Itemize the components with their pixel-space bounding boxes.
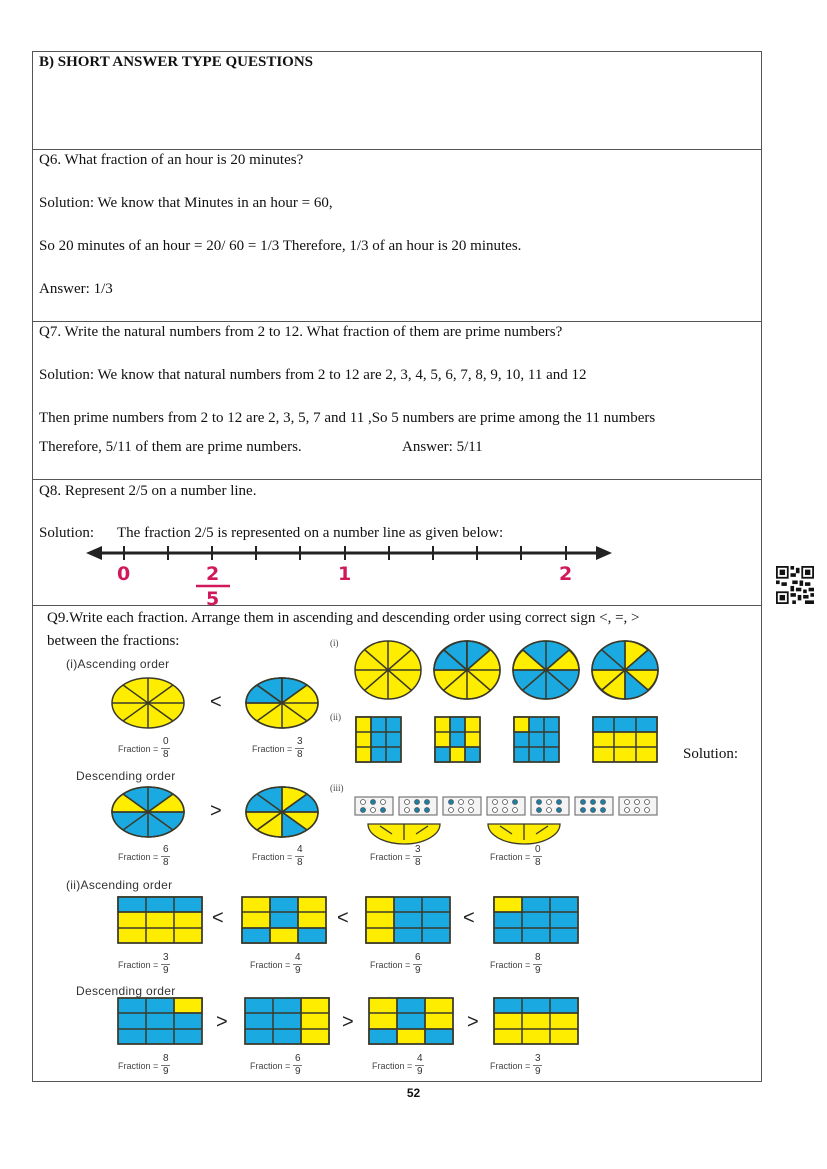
fraction-caption: Fraction = $\frac{3}{8}$	[370, 844, 421, 868]
part-i-label: (i)	[330, 638, 339, 648]
greater-than-sign: >	[342, 1011, 354, 1033]
descending-grid-6-9	[245, 998, 329, 1044]
ascending-circle-0-8	[112, 678, 184, 728]
fraction-caption: Fraction = $\frac{6}{9}$	[370, 952, 421, 976]
question-circle-4	[592, 641, 658, 699]
q9-question-line2: between the fractions:	[47, 633, 180, 649]
q6-question: Q6. What fraction of an hour is 20 minutes?	[39, 152, 304, 168]
ascending-circle-3-8	[246, 678, 318, 728]
descending-grid-3-9	[494, 998, 578, 1044]
question-circle-2	[434, 641, 500, 699]
fraction-caption: Fraction = $\frac{4}{9}$	[372, 1053, 423, 1077]
q7-solution-line1: Solution: We know that natural numbers from 2 to 12 are 2, 3, 4, 5, 6, 7, 8, 9, 10, 11 and 12	[39, 367, 587, 383]
number-line-label-0: 0	[117, 563, 131, 585]
number-line-label-2: 2	[559, 563, 573, 585]
question-grid-2	[435, 717, 480, 762]
ascending-grid-8-9	[494, 897, 578, 943]
descending-circle-4-8	[246, 787, 318, 837]
q6-answer: Answer: 1/3	[39, 281, 113, 297]
question-circle-1	[355, 641, 421, 699]
fraction-caption: Fraction = $\frac{3}{8}$	[252, 736, 303, 760]
number-line-label-2-5-numerator: 2	[206, 563, 220, 585]
fraction-caption: Fraction = $\frac{4}{8}$	[252, 844, 303, 868]
greater-than-sign: >	[210, 800, 222, 822]
fraction-caption: Fraction = $\frac{6}{8}$	[118, 844, 169, 868]
question-grid-1	[356, 717, 401, 762]
part-ii-label: (ii)	[330, 712, 341, 722]
q9-solution-label: Solution:	[683, 746, 739, 762]
less-than-sign: <	[210, 691, 222, 713]
q7-solution-line3: Therefore, 5/11 of them are prime numbers.	[39, 439, 302, 455]
q8-question: Q8. Represent 2/5 on a number line.	[39, 483, 257, 499]
fraction-caption: Fraction = $\frac{0}{8}$	[118, 736, 169, 760]
question-circle-3	[513, 641, 579, 699]
number-line-label-1: 1	[338, 563, 352, 585]
page-number: 52	[406, 1086, 421, 1100]
fraction-caption: Fraction = $\frac{8}{9}$	[490, 952, 541, 976]
ascending-grid-4-9	[242, 897, 326, 943]
q8-solution-label: Solution:	[39, 525, 95, 541]
q7-answer: Answer: 5/11	[402, 439, 483, 455]
q7-question: Q7. Write the natural numbers from 2 to 12. What fraction of them are prime numbers?	[39, 324, 563, 340]
fraction-caption: Fraction = $\frac{8}{9}$	[118, 1053, 169, 1077]
descending-grid-4-9	[369, 998, 453, 1044]
number-line-label-2-5-denominator: 5	[206, 588, 220, 610]
question-grid-3	[514, 717, 559, 762]
section-title: B) SHORT ANSWER TYPE QUESTIONS	[39, 54, 313, 70]
descending-grid-8-9	[118, 998, 202, 1044]
partial-circles	[368, 824, 560, 844]
q7-solution-line2: Then prime numbers from 2 to 12 are 2, 3, 5, 7 and 11 ,So 5 numbers are prime among the 11 numbers	[39, 410, 656, 426]
ascending-grid-3-9	[118, 897, 202, 943]
ascending-grid-6-9	[366, 897, 450, 943]
greater-than-sign: >	[467, 1011, 479, 1033]
fraction-caption: Fraction = $\frac{6}{9}$	[250, 1053, 301, 1077]
q9-question-line1: Q9.Write each fraction. Arrange them in ascending and descending order using correct sign <, =, >	[47, 610, 640, 626]
greater-than-sign: >	[216, 1011, 228, 1033]
grids-descending-title: Descending order	[76, 984, 176, 998]
fraction-caption: Fraction = $\frac{3}{9}$	[490, 1053, 541, 1077]
question-grid-4	[593, 717, 657, 762]
circles-descending-title: Descending order	[76, 769, 176, 783]
less-than-sign: <	[463, 907, 475, 929]
circles-ascending-title: (i)Ascending order	[66, 657, 170, 671]
fraction-caption: Fraction = $\frac{3}{9}$	[118, 952, 169, 976]
less-than-sign: <	[212, 907, 224, 929]
q6-solution-line2: So 20 minutes of an hour = 20/ 60 = 1/3 Therefore, 1/3 of an hour is 20 minutes.	[39, 238, 522, 254]
fraction-caption: Fraction = $\frac{4}{9}$	[250, 952, 301, 976]
part-iii-label: (iii)	[330, 783, 344, 793]
q6-solution-line1: Solution: We know that Minutes in an hour = 60,	[39, 195, 333, 211]
grids-ascending-title: (ii)Ascending order	[66, 878, 173, 892]
q8-solution-text: The fraction 2/5 is represented on a number line as given below:	[117, 525, 504, 541]
descending-circle-6-8	[112, 787, 184, 837]
less-than-sign: <	[337, 907, 349, 929]
fraction-caption: Fraction = $\frac{0}{8}$	[490, 844, 541, 868]
